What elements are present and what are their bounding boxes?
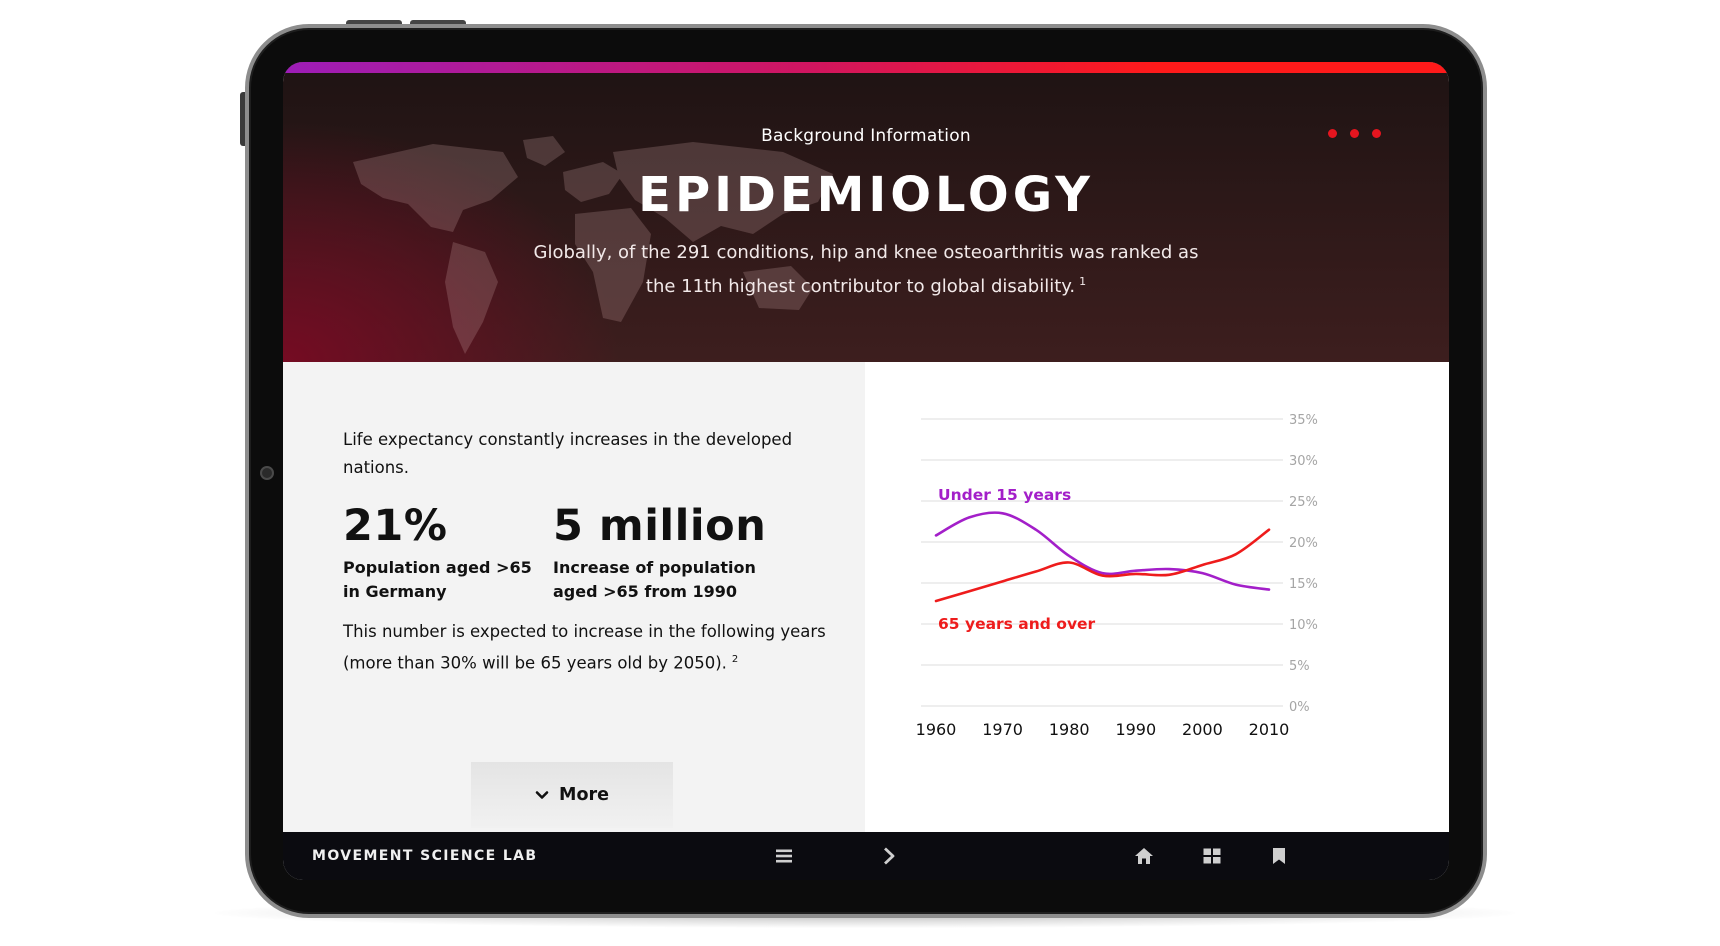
x-tick-label: 2000	[1182, 720, 1223, 739]
note-text: This number is expected to increase in the following years (more than 30% will be 65 years old by 2050).	[343, 622, 826, 673]
stat-label	[343, 556, 532, 604]
y-tick-label: 30%	[1289, 454, 1318, 469]
home-icon	[1134, 846, 1154, 866]
series-label: 65 years and over	[938, 615, 1096, 633]
hero-description	[516, 238, 1216, 301]
stat-label-line: Increase of population	[553, 558, 756, 577]
x-tick-label: 1980	[1048, 720, 1090, 739]
menu-button[interactable]	[772, 844, 796, 868]
stat-population-share	[343, 500, 532, 604]
x-tick-label: 1970	[982, 720, 1023, 739]
y-tick-label: 5%	[1289, 659, 1310, 674]
y-tick-label: 0%	[1289, 700, 1310, 715]
grid-icon	[1202, 846, 1222, 866]
accent-bar	[283, 62, 1449, 73]
bookmark-icon	[1269, 846, 1289, 866]
section-eyebrow: Background Information	[761, 126, 971, 146]
camera	[260, 466, 274, 480]
more-button[interactable]	[471, 762, 673, 828]
chart-panel	[865, 362, 1449, 832]
intro-text: Life expectancy constantly increases in the developed nations.	[343, 430, 793, 477]
more-button-label: More	[559, 785, 609, 805]
x-tick-label: 1960	[915, 720, 957, 739]
hero-banner	[283, 62, 1449, 362]
overview-button[interactable]	[1200, 844, 1224, 868]
series-line	[936, 530, 1269, 601]
stat-value: 21%	[343, 501, 448, 551]
page-title: EPIDEMIOLOGY	[638, 167, 1094, 223]
stat-value: 5 million	[553, 501, 767, 551]
bottom-toolbar	[283, 832, 1449, 880]
bookmark-button[interactable]	[1267, 844, 1291, 868]
projection-note	[343, 618, 843, 678]
y-tick-label: 15%	[1289, 577, 1318, 592]
pagination-dot[interactable]	[1372, 129, 1381, 138]
stat-label	[553, 556, 766, 604]
next-button[interactable]	[877, 844, 901, 868]
series-label: Under 15 years	[938, 486, 1072, 504]
x-tick-label: 2010	[1248, 720, 1290, 739]
info-panel	[283, 362, 865, 832]
stat-label-line: in Germany	[343, 582, 447, 601]
y-tick-label: 20%	[1289, 536, 1318, 551]
x-tick-label: 1990	[1115, 720, 1157, 739]
pagination-dots	[1328, 129, 1381, 138]
tablet-screen	[283, 62, 1449, 880]
y-tick-label: 35%	[1289, 413, 1318, 428]
pagination-dot[interactable]	[1350, 129, 1359, 138]
stat-label-line: aged >65 from 1990	[553, 582, 737, 601]
brand-name: MOVEMENT SCIENCE LAB	[312, 848, 538, 864]
series-line	[936, 513, 1269, 590]
stat-population-increase	[553, 500, 766, 604]
stat-label-line: Population aged >65	[343, 558, 532, 577]
footnote-ref[interactable]: 1	[1079, 275, 1087, 288]
footnote-ref[interactable]: 2	[731, 654, 739, 665]
y-tick-label: 10%	[1289, 618, 1318, 633]
chevron-right-icon	[879, 846, 899, 866]
y-tick-label: 25%	[1289, 495, 1318, 510]
population-chart	[865, 362, 1449, 832]
menu-icon	[774, 846, 794, 866]
description-text: Globally, of the 291 conditions, hip and knee osteoarthritis was ranked as the 11th highest contributor to global disability.	[533, 242, 1199, 297]
pagination-dot[interactable]	[1328, 129, 1337, 138]
chevron-down-icon	[535, 788, 549, 802]
home-button[interactable]	[1132, 844, 1156, 868]
